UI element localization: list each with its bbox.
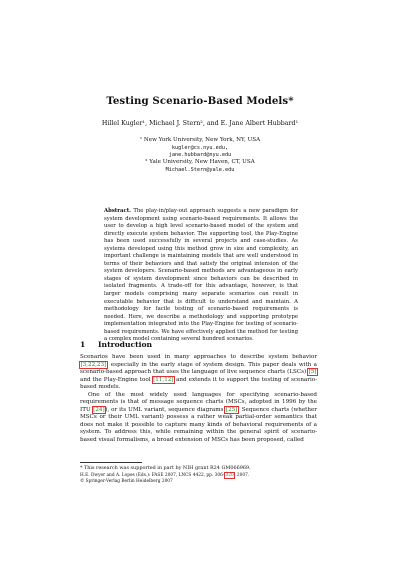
publication-info	[80, 473, 317, 485]
intro-p2-text-1: One of the most widely used languages for specifying scenario-based requirements is that of message sequence charts (MSCs, adopted in 1996 by the ITU	[80, 391, 317, 413]
email-stern[interactable]: Michael.Stern@yale.edu	[165, 167, 235, 173]
intro-p2-text-3: . Sequence charts (whether MSCs or their UML variant) possess a rather weak partial-order semantics that does not make it possible to capture many kinds of behavioral requirements of a system. To address this, while remaining within the general spirit of scenario-based visual formalisms, a broad extension of MSCs has been proposed, called	[80, 406, 317, 444]
affiliation-nyu: ¹ New York University, New York, NY, USA	[139, 137, 261, 143]
citation-link[interactable]: [3,22,23]	[80, 361, 107, 368]
email-hubbard[interactable]: jane.hubbard@nyu.edu	[168, 152, 232, 158]
email-kugler[interactable]: kugler@cs.nyu.edu,	[171, 145, 229, 151]
publication-text-end: , 2007.	[234, 473, 250, 478]
section-heading	[80, 340, 152, 349]
citation-link[interactable]: [24]	[93, 406, 105, 413]
author-list: Hillel Kugler¹, Michael J. Stern², and E. Jane Albert Hubbard¹	[101, 120, 299, 127]
paper-title: Testing Scenario-Based Models*	[106, 95, 294, 107]
affiliation-yale: ² Yale University, New Haven, CT, USA	[145, 159, 255, 165]
intro-p1-text-4: and extends it to support the testing of scenario-based models.	[80, 376, 317, 391]
intro-p1-text-1: Scenarios have been used in many approaches to describe system behavior	[80, 354, 317, 360]
section-number: 1	[80, 340, 86, 349]
intro-p2-text-2: ), or its UML variant, sequence diagrams	[105, 406, 226, 413]
section-title: Introduction	[98, 340, 153, 349]
intro-paragraph-1	[80, 354, 317, 392]
intro-body	[80, 354, 317, 445]
citation-link[interactable]: [25]	[225, 406, 238, 413]
page-link[interactable]: 320	[225, 473, 234, 478]
intro-paragraph-2	[80, 392, 317, 445]
abstract-block	[104, 208, 298, 344]
abstract-text: The play-in/play-out approach suggests a new paradigm for system development using scenario-based requirements. It allows the user to develop a high level scenario-based model of the system and directly execute system behavior. The supporting tool, the Play-Engine has been used successfully in several projects and case-studies. As systems developed using this method grow in size and complexity, an important challenge is maintaining models that are well understood in terms of their behaviors and that satisfy the original intension of the system developers. Scenario-based methods are advantageous in early stages of system development since behaviors can be described in isolated fragments. A trade-off for this advantage, however, is that larger models comprising many separate scenarios can result in executable behavior that is difficult to understand and maintain. A methodology for facile testing of scenario-based requirements is needed. Here, we describe a methodology and supporting prototype implementation integrated into the Play-Engine for testing of scenario-based requirements. We have effectively applied the method for testing a complex model containing several hundred scenarios.	[104, 208, 298, 343]
intro-p1-text-2: , especially in the early stage of system design. This paper deals with a scenario-based approach that uses the language of live sequence charts (LSCs)	[80, 361, 317, 376]
intro-p1-text-3: and the Play-Engine tool	[80, 376, 153, 383]
abstract-label: Abstract.	[104, 208, 131, 214]
footnote-divider	[80, 462, 142, 463]
copyright-line: © Springer-Verlag Berlin Heidelberg 2007	[80, 479, 173, 485]
publication-text: H.E. Dwyer and A. Lopes (Eds.): FASE 2007, LNCS 4422, pp. 306–	[80, 473, 225, 478]
funding-footnote: * This research was supported in part by NIH grant R24 GM066969.	[80, 465, 251, 471]
citation-link[interactable]: [5]	[308, 369, 317, 376]
citation-link[interactable]: [11,12]	[153, 376, 174, 383]
